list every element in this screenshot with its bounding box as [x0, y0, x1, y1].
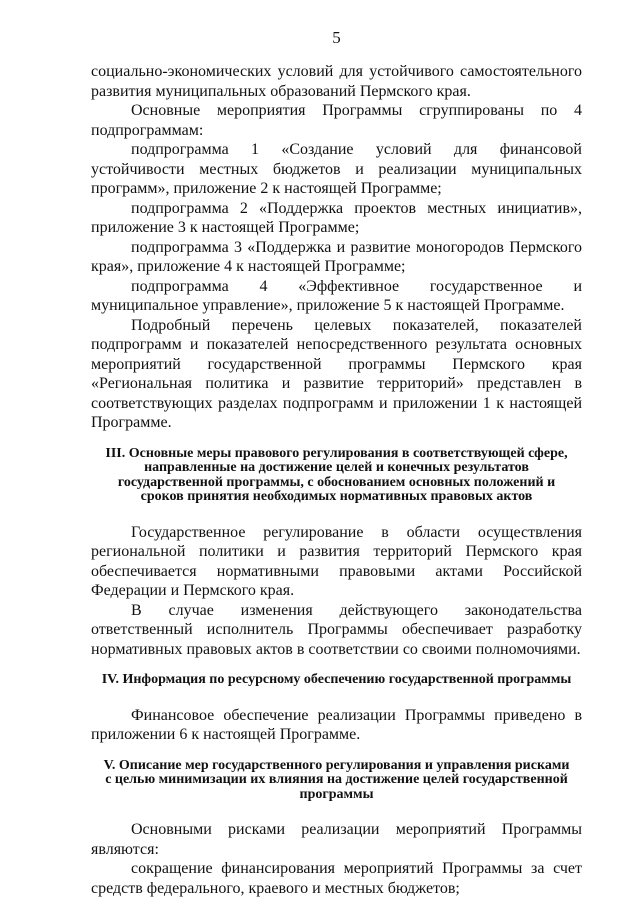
section-3-heading: III. Основные меры правового регулирования в соответствующей сфере, направленные на достижение целей и конечных результатов государственной программы, с обоснованием основных положений и сроков принятия необходимых нормативных правовых актов [105, 445, 568, 504]
section-5-heading: V. Описание мер государственного регулирования и управления рисками с целью минимизации их влияния на достижение целей государственной программы [103, 757, 570, 802]
section-3-paragraph-2: В случае изменения действующего законодательства ответственный исполнитель Программы обеспечивает разработку нормативных правовых актов в соответствии со своими полномочиями. [91, 601, 582, 658]
paragraph-subprogram-3: подпрограмма 3 «Поддержка и развитие моногородов Пермского края», приложение 4 к настоящей Программе; [91, 238, 582, 275]
paragraph-subprogram-2: подпрограмма 2 «Поддержка проектов местных инициатив», приложение 3 к настоящей Программе; [91, 199, 582, 236]
paragraph-subprogram-4: подпрограмма 4 «Эффективное государственное и муниципальное управление», приложение 5 к настоящей Программе. [91, 277, 582, 314]
page-number: 5 [332, 28, 341, 47]
paragraph-subprogram-1: подпрограмма 1 «Создание условий для финансовой устойчивости местных бюджетов и реализации муниципальных программ», приложение 2 к настоящей Программе; [91, 141, 582, 197]
section-4-paragraph-1: Финансовое обеспечение реализации Программы приведено в приложении 6 к настоящей Программе. [91, 706, 582, 743]
section-3-paragraph-1: Государственное регулирование в области осуществления региональной политики и развития территорий Пермского края обеспечивается нормативными правовыми актами Российской Федерации и Пермского края. [91, 523, 582, 599]
section-5-paragraph-2: сокращение финансирования мероприятий Программы за счет средств федерального, краевого и местных бюджетов; [91, 860, 582, 897]
paragraph-indicators: Подробный перечень целевых показателей, показателей подпрограмм и показателей непосредственного результата основных мероприятий государственной программы Пермского края «Региональная политика и развитие территорий» представлен в соответствующих разделах подпрограмм и приложении 1 к настоящей Программе. [91, 316, 582, 431]
section-5-paragraph-1: Основными рисками реализации мероприятий Программы являются: [91, 821, 582, 858]
paragraph-subprograms-intro: Основные мероприятия Программы сгруппированы по 4 подпрограммам: [91, 102, 582, 139]
section-4-heading: IV. Информация по ресурсному обеспечению государственной программы [101, 672, 572, 687]
paragraph-continuation: социально-экономических условий для устойчивого самостоятельного развития муниципальных образований Пермского края. [91, 63, 582, 100]
